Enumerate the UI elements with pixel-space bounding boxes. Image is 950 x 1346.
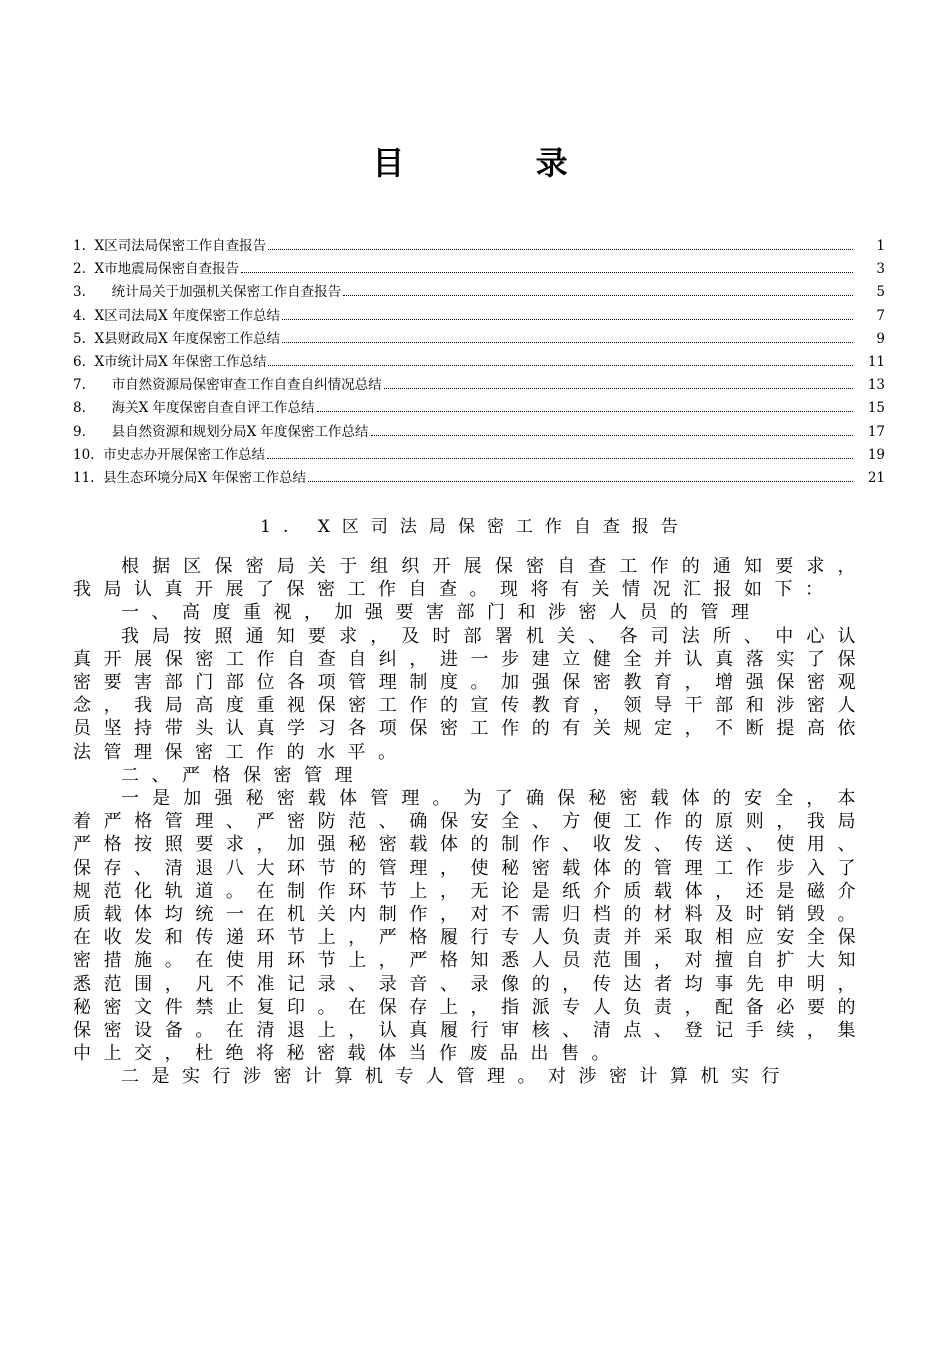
paragraph: 二是实行涉密计算机专人管理。对涉密计算机实行 — [121, 1066, 792, 1088]
toc-entry[interactable] — [73, 327, 885, 350]
toc-leader-dots — [282, 341, 853, 343]
toc-entry-title: 县生态环境分局X 年保密工作总结 — [103, 469, 306, 486]
toc-entry-title: X市地震局保密自查报告 — [94, 261, 240, 278]
toc-entry-title: X区司法局X 年度保密工作总结 — [94, 307, 280, 324]
toc-entry-title: 海关X 年度保密自查自评工作总结 — [111, 400, 315, 417]
toc-entry-title: X市统计局X 年保密工作总结 — [94, 353, 267, 370]
toc-entry[interactable] — [73, 466, 885, 489]
toc-entry-page: 15 — [867, 400, 885, 417]
toc-entry[interactable] — [73, 234, 885, 257]
toc-leader-dots — [308, 480, 853, 482]
toc-entry-page: 1 — [876, 238, 885, 254]
toc-entry-number: 8. — [73, 400, 112, 417]
paragraph: 一是加强秘密载体管理。为了确保秘密载体的安全，本着严格管理、严密防范、确保安全、方便工作的原则，我局严格按照要求，加强秘密载体的制作、收发、传送、使用、保存、清退八大环节的管理，使秘密载体的管理工作步入了规范化轨道。在制作环节上，无论是纸介质载体，还是磁介质载体均统一在机关内制作，对不需归档的材料及时销毁。在收发和传递环节上，严格履行专人负责并采取相应安全保密措施。在使用环节上，严格知悉人员范围，对擅自扩大知悉范围，凡不准记录、录音、录像的，传达者均事先申明，秘密文件禁止复印。在保存上，指派专人负责，配备必要的保密设备。在清退上，认真履行审核、清点、登记手续，集中上交，杜绝将秘密载体当作废品出售。 — [73, 788, 868, 1065]
toc-entry-title: X区司法局保密工作自查报告 — [94, 238, 267, 254]
toc-leader-dots — [268, 364, 853, 366]
paragraph: 根据区保密局关于组织开展保密自查工作的通知要求，我局认真开展了保密工作自查。现将有关情况汇报如下： — [73, 556, 868, 601]
report-heading: 1. X区司法局保密工作自查报告 — [260, 517, 690, 537]
toc-entry[interactable] — [73, 304, 885, 327]
report-body — [73, 555, 868, 1089]
toc-leader-dots — [267, 457, 853, 459]
toc-entry-page: 17 — [867, 423, 885, 440]
toc-entry[interactable] — [73, 396, 885, 419]
toc-entry-number: 6. — [73, 353, 95, 370]
page-title: 目 录 — [372, 144, 628, 182]
toc-leader-dots — [268, 248, 853, 250]
toc-entry-title: 市自然资源局保密审查工作自查自纠情况总结 — [111, 377, 382, 394]
toc-entry-page: 5 — [876, 284, 885, 301]
toc-entry[interactable] — [73, 420, 885, 443]
toc-entry-page: 13 — [867, 377, 885, 394]
toc-entry-title: 市史志办开展保密工作总结 — [103, 446, 266, 463]
toc-entry-number: 5. — [73, 330, 95, 347]
toc-entry-number: 10. — [73, 446, 104, 463]
toc-entry-number: 1. — [73, 238, 95, 254]
toc-entry-page: 21 — [867, 469, 885, 486]
toc-entry-page: 7 — [876, 307, 885, 324]
toc-entry[interactable] — [73, 443, 885, 466]
toc-entry-number: 4. — [73, 307, 95, 324]
toc-entry[interactable] — [73, 373, 885, 396]
table-of-contents — [73, 234, 885, 489]
toc-leader-dots — [282, 318, 853, 320]
toc-leader-dots — [317, 410, 853, 412]
toc-leader-dots — [343, 294, 853, 296]
toc-entry-number: 2. — [73, 261, 95, 278]
toc-entry-number: 3. — [73, 284, 112, 301]
toc-leader-dots — [241, 271, 853, 273]
toc-entry-number: 7. — [73, 377, 112, 394]
toc-entry-number: 11. — [73, 469, 104, 486]
toc-entry-title: 统计局关于加强机关保密工作自查报告 — [111, 284, 342, 301]
toc-entry-page: 11 — [867, 353, 885, 370]
toc-entry-page: 19 — [867, 446, 885, 463]
toc-entry-page: 9 — [876, 330, 885, 347]
toc-entry-title: 县自然资源和规划分局X 年度保密工作总结 — [111, 423, 369, 440]
toc-leader-dots — [371, 434, 853, 436]
toc-leader-dots — [384, 387, 853, 389]
toc-entry[interactable] — [73, 257, 885, 280]
toc-entry[interactable] — [73, 280, 885, 303]
subheading: 二、严格保密管理 — [121, 764, 365, 786]
paragraph: 我局按照通知要求，及时部署机关、各司法所、中心认真开展保密工作自查自纠，进一步建立健全并认真落实了保密要害部门部位各项管理制度。加强保密教育，增强保密观念，我局高度重视保密工作的宣传教育，领导干部和涉密人员坚持带头认真学习各项保密工作的有关规定，不断提高依法管理保密工作的水平。 — [73, 625, 868, 763]
toc-entry-number: 9. — [73, 423, 112, 440]
toc-entry[interactable] — [73, 350, 885, 373]
subheading: 一、高度重视，加强要害部门和涉密人员的管理 — [121, 602, 762, 624]
toc-entry-page: 3 — [876, 261, 885, 278]
toc-entry-title: X县财政局X 年度保密工作总结 — [94, 330, 280, 347]
